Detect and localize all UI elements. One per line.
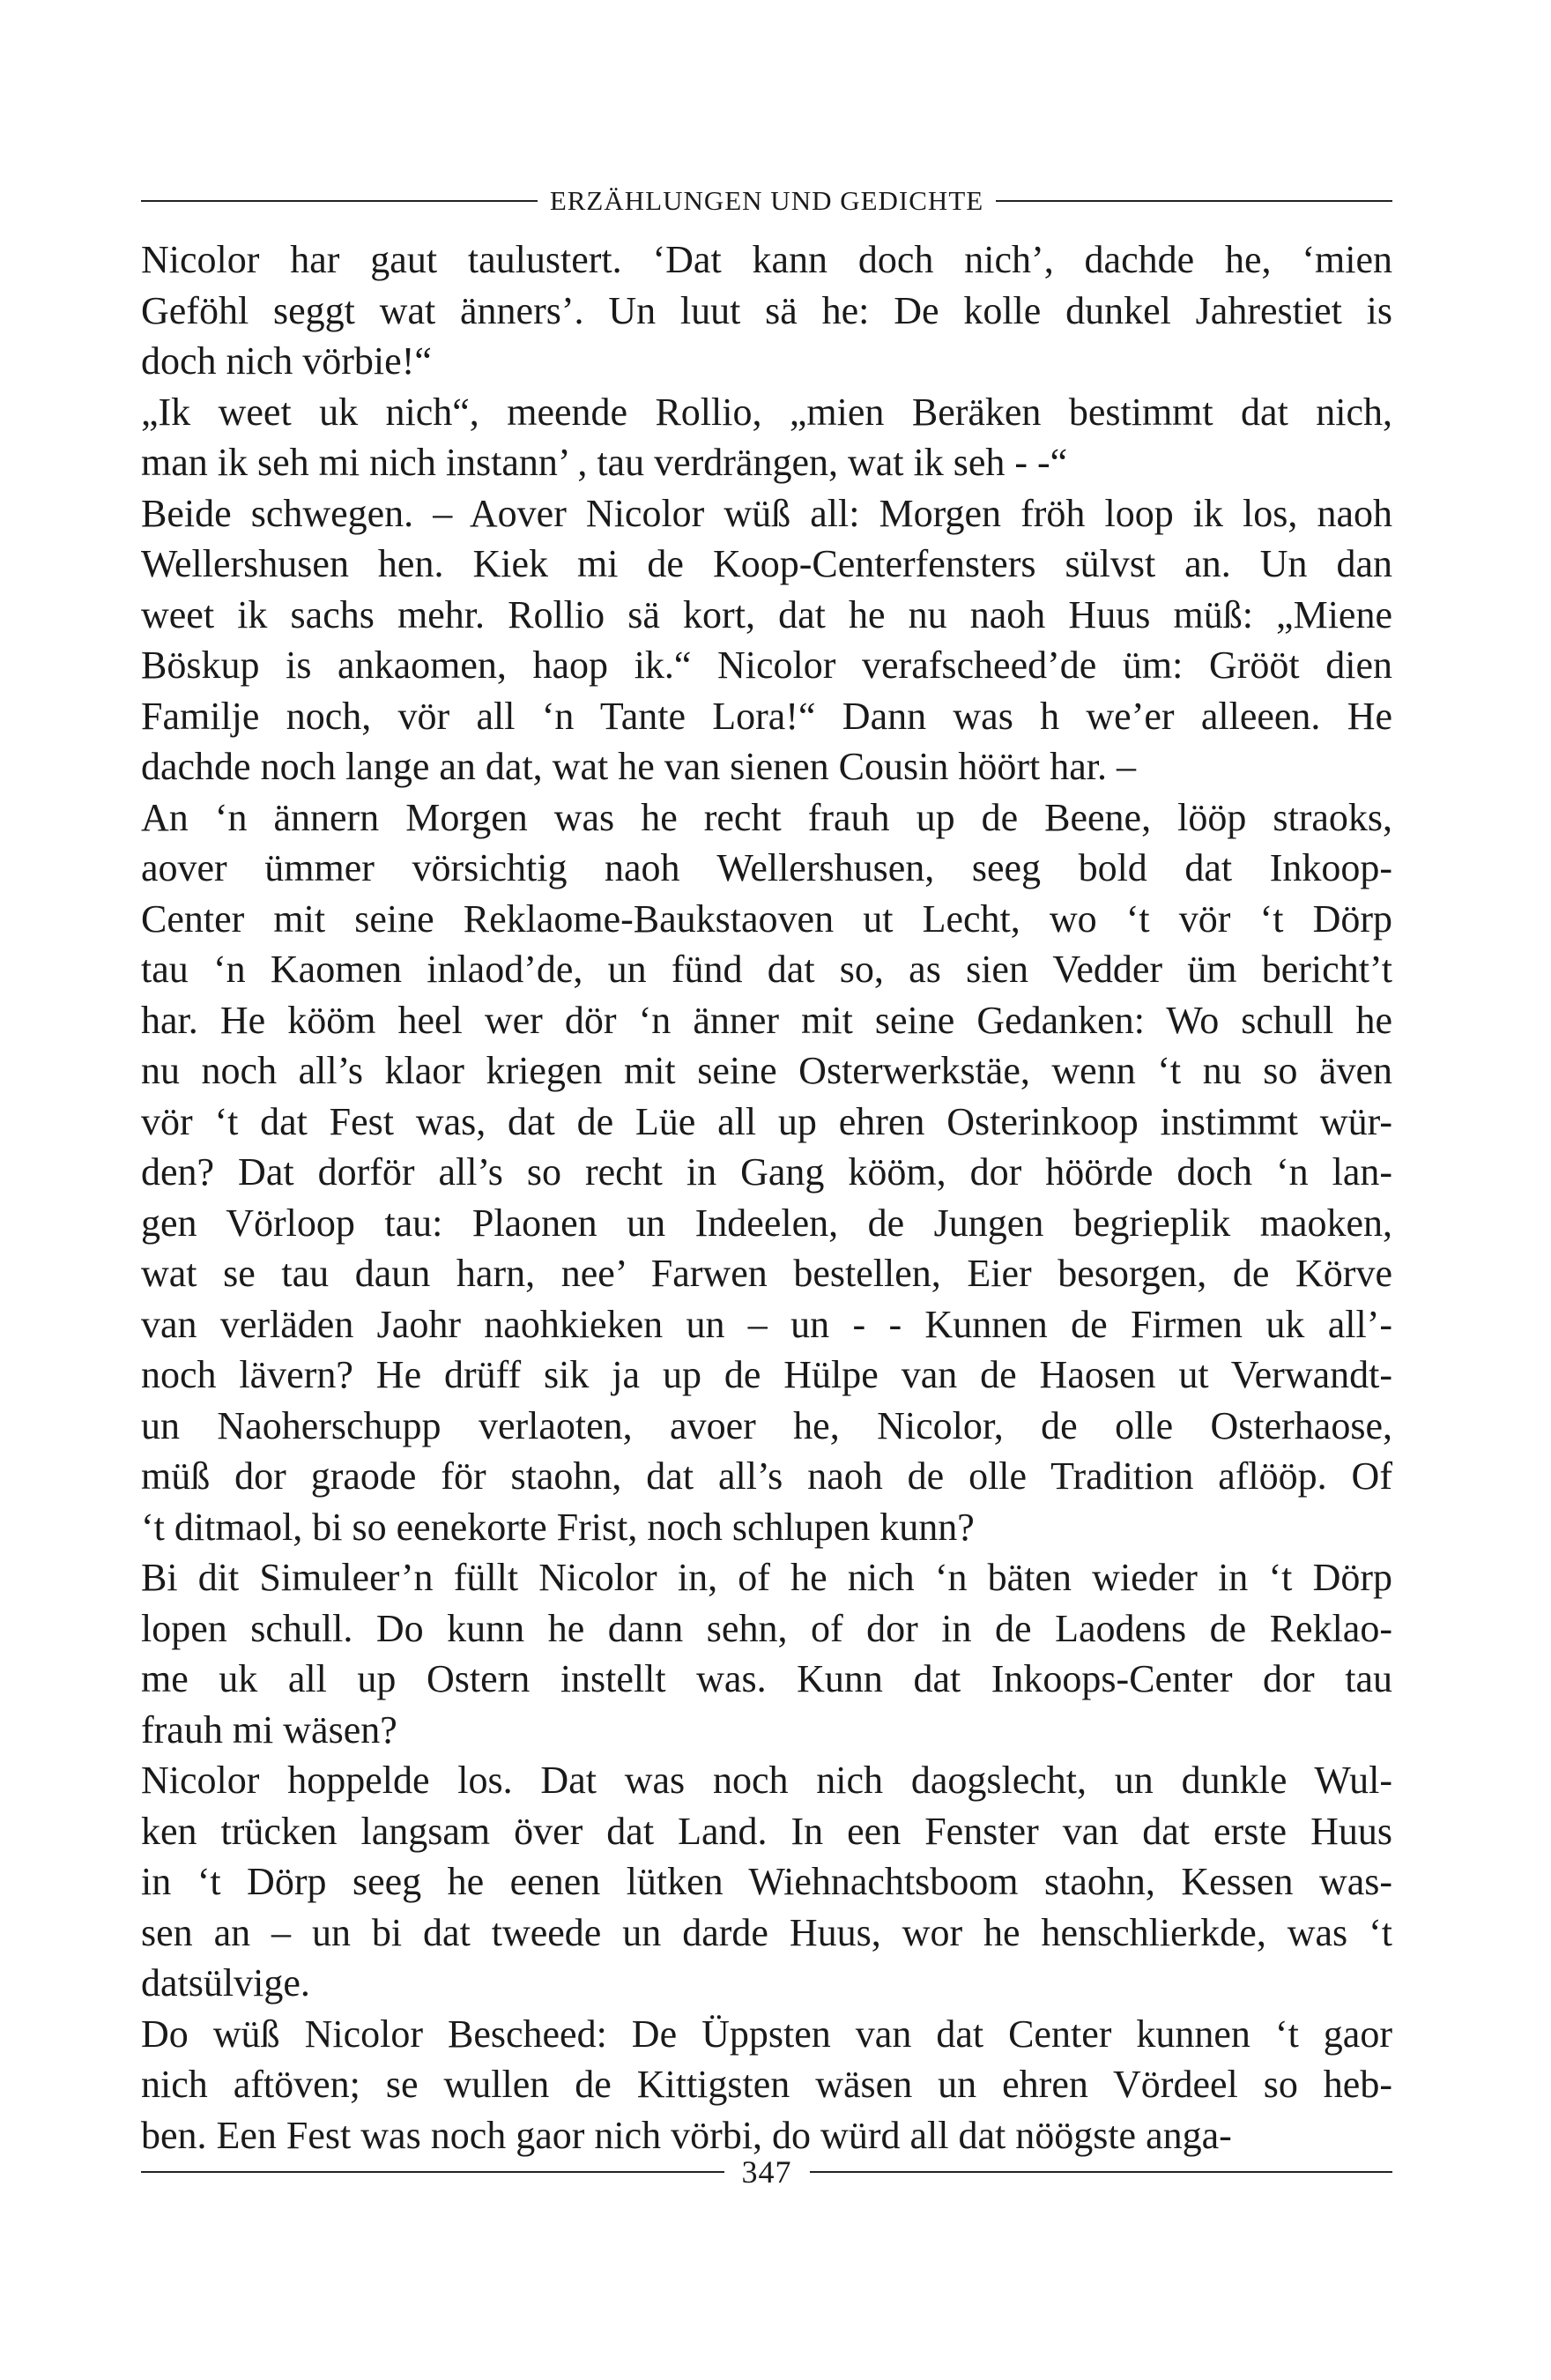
footer-rule-right <box>810 2171 1393 2173</box>
text-line: Bi dit Simuleer’n füllt Nicolor in, of he nich ‘n bäten wieder in ‘t Dörp <box>141 1556 1392 1599</box>
text-line: Nicolor har gaut taulustert. ‘Dat kann doch nich’, dachde he, ‘mien <box>141 238 1392 281</box>
text-line: sen an – un bi dat tweede un darde Huus, wor he henschlierkde, was ‘t <box>141 1910 1392 1954</box>
text-line: wat se tau daun harn, nee’ Farwen bestellen, Eier besorgen, de Körve <box>141 1252 1392 1295</box>
text-line: müß dor graode för staohn, dat all’s naoh de olle Tradition aflööp. Of <box>141 1454 1392 1498</box>
text-line: Nicolor hoppelde los. Dat was noch nich daogslecht, un dunkle Wul- <box>141 1759 1392 1802</box>
text-line: ken trücken langsam över dat Land. In een Fenster van dat erste Huus <box>141 1809 1392 1853</box>
body-text <box>141 234 1392 2161</box>
paragraph <box>141 387 1392 488</box>
header-rule-left <box>141 200 538 202</box>
text-line: Center mit seine Reklaome-Baukstaoven ut Lecht, wo ‘t vör ‘t Dörp <box>141 896 1392 941</box>
text-line: Geföhl seggt wat änners’. Un luut sä he: De kolle dunkel Jahrestiet is <box>141 288 1392 332</box>
footer-rule-left <box>141 2171 724 2173</box>
text-line: gen Vörloop tau: Plaonen un Indeelen, de Jungen begrieplik maoken, <box>141 1201 1392 1245</box>
paragraph <box>141 2009 1392 2161</box>
page-number: 347 <box>741 2154 792 2190</box>
text-line: Wellershusen hen. Kiek mi de Koop-Centerfensters sülvst an. Un dan <box>141 542 1392 585</box>
text-line: „Ik weet uk nich“, meende Rollio, „mien Beräken bestimmt dat nich, <box>141 390 1392 434</box>
text-line: man ik seh mi nich instann’ , tau verdrängen, wat ik seh - -“ <box>141 441 1068 484</box>
text-line: doch nich vörbie!“ <box>141 339 432 383</box>
paragraph <box>141 234 1392 387</box>
text-line: nu noch all’s klaor kriegen mit seine Osterwerkstäe, wenn ‘t nu so även <box>141 1049 1392 1092</box>
text-line: noch lävern? He drüff sik ja up de Hülpe van de Haosen ut Verwandt- <box>141 1353 1392 1396</box>
text-line: ben. Een Fest was noch gaor nich vörbi, do würd all dat nöögste anga- <box>141 2113 1232 2157</box>
paragraph <box>141 792 1392 1553</box>
text-line: Böskup is ankaomen, haop ik.“ Nicolor verafscheed’de üm: Grööt dien <box>141 643 1392 687</box>
text-line: Do wüß Nicolor Bescheed: De Üppsten van dat Center kunnen ‘t gaor <box>141 2012 1392 2056</box>
text-line: me uk all up Ostern instellt was. Kunn dat Inkoops-Center dor tau <box>141 1657 1392 1700</box>
page-footer <box>141 2146 1392 2198</box>
text-line: den? Dat dorför all’s so recht in Gang kööm, dor höörde doch ‘n lan- <box>141 1150 1392 1194</box>
text-line: in ‘t Dörp seeg he eenen lütken Wiehnachtsboom staohn, Kessen was- <box>141 1860 1392 1903</box>
text-line: aover ümmer vörsichtig naoh Wellershusen, seeg bold dat Inkoop- <box>141 846 1392 889</box>
text-line: vör ‘t dat Fest was, dat de Lüe all up ehren Osterinkoop instimmt wür- <box>141 1099 1392 1143</box>
running-header <box>141 176 1392 226</box>
text-line: Familje noch, vör all ‘n Tante Lora!“ Dann was h we’er alleeen. He <box>141 694 1392 738</box>
text-line: Beide schwegen. – Aover Nicolor wüß all: Morgen fröh loop ik los, naoh <box>141 491 1392 535</box>
paragraph <box>141 1755 1392 2009</box>
text-line: ‘t ditmaol, bi so eenekorte Frist, noch schlupen kunn? <box>141 1505 975 1549</box>
text-line: datsülvige. <box>141 1961 310 2004</box>
text-line: un Naoherschupp verlaoten, avoer he, Nicolor, de olle Osterhaose, <box>141 1403 1392 1447</box>
paragraph <box>141 1552 1392 1755</box>
text-line: An ‘n ännern Morgen was he recht frauh up de Beene, lööp straoks, <box>141 795 1392 839</box>
text-line: har. He kööm heel wer dör ‘n änner mit seine Gedanken: Wo schull he <box>141 998 1392 1042</box>
text-line: frauh mi wäsen? <box>141 1707 397 1752</box>
text-line: weet ik sachs mehr. Rollio sä kort, dat he nu naoh Huus müß: „Miene <box>141 592 1392 636</box>
header-rule-right <box>996 200 1392 202</box>
paragraph <box>141 488 1392 792</box>
running-header-title: ERZÄHLUNGEN UND GEDICHTE <box>549 185 984 216</box>
text-line: dachde noch lange an dat, wat he van sienen Cousin höört har. – <box>141 745 1137 788</box>
text-line: nich aftöven; se wullen de Kittigsten wäsen un ehren Vördeel so heb- <box>141 2063 1392 2106</box>
text-line: van verläden Jaohr naohkieken un – un - - Kunnen de Firmen uk all’- <box>141 1302 1392 1346</box>
text-line: lopen schull. Do kunn he dann sehn, of dor in de Laodens de Reklao- <box>141 1606 1392 1650</box>
text-line: tau ‘n Kaomen inlaod’de, un fünd dat so, as sien Vedder üm bericht’t <box>141 948 1392 991</box>
